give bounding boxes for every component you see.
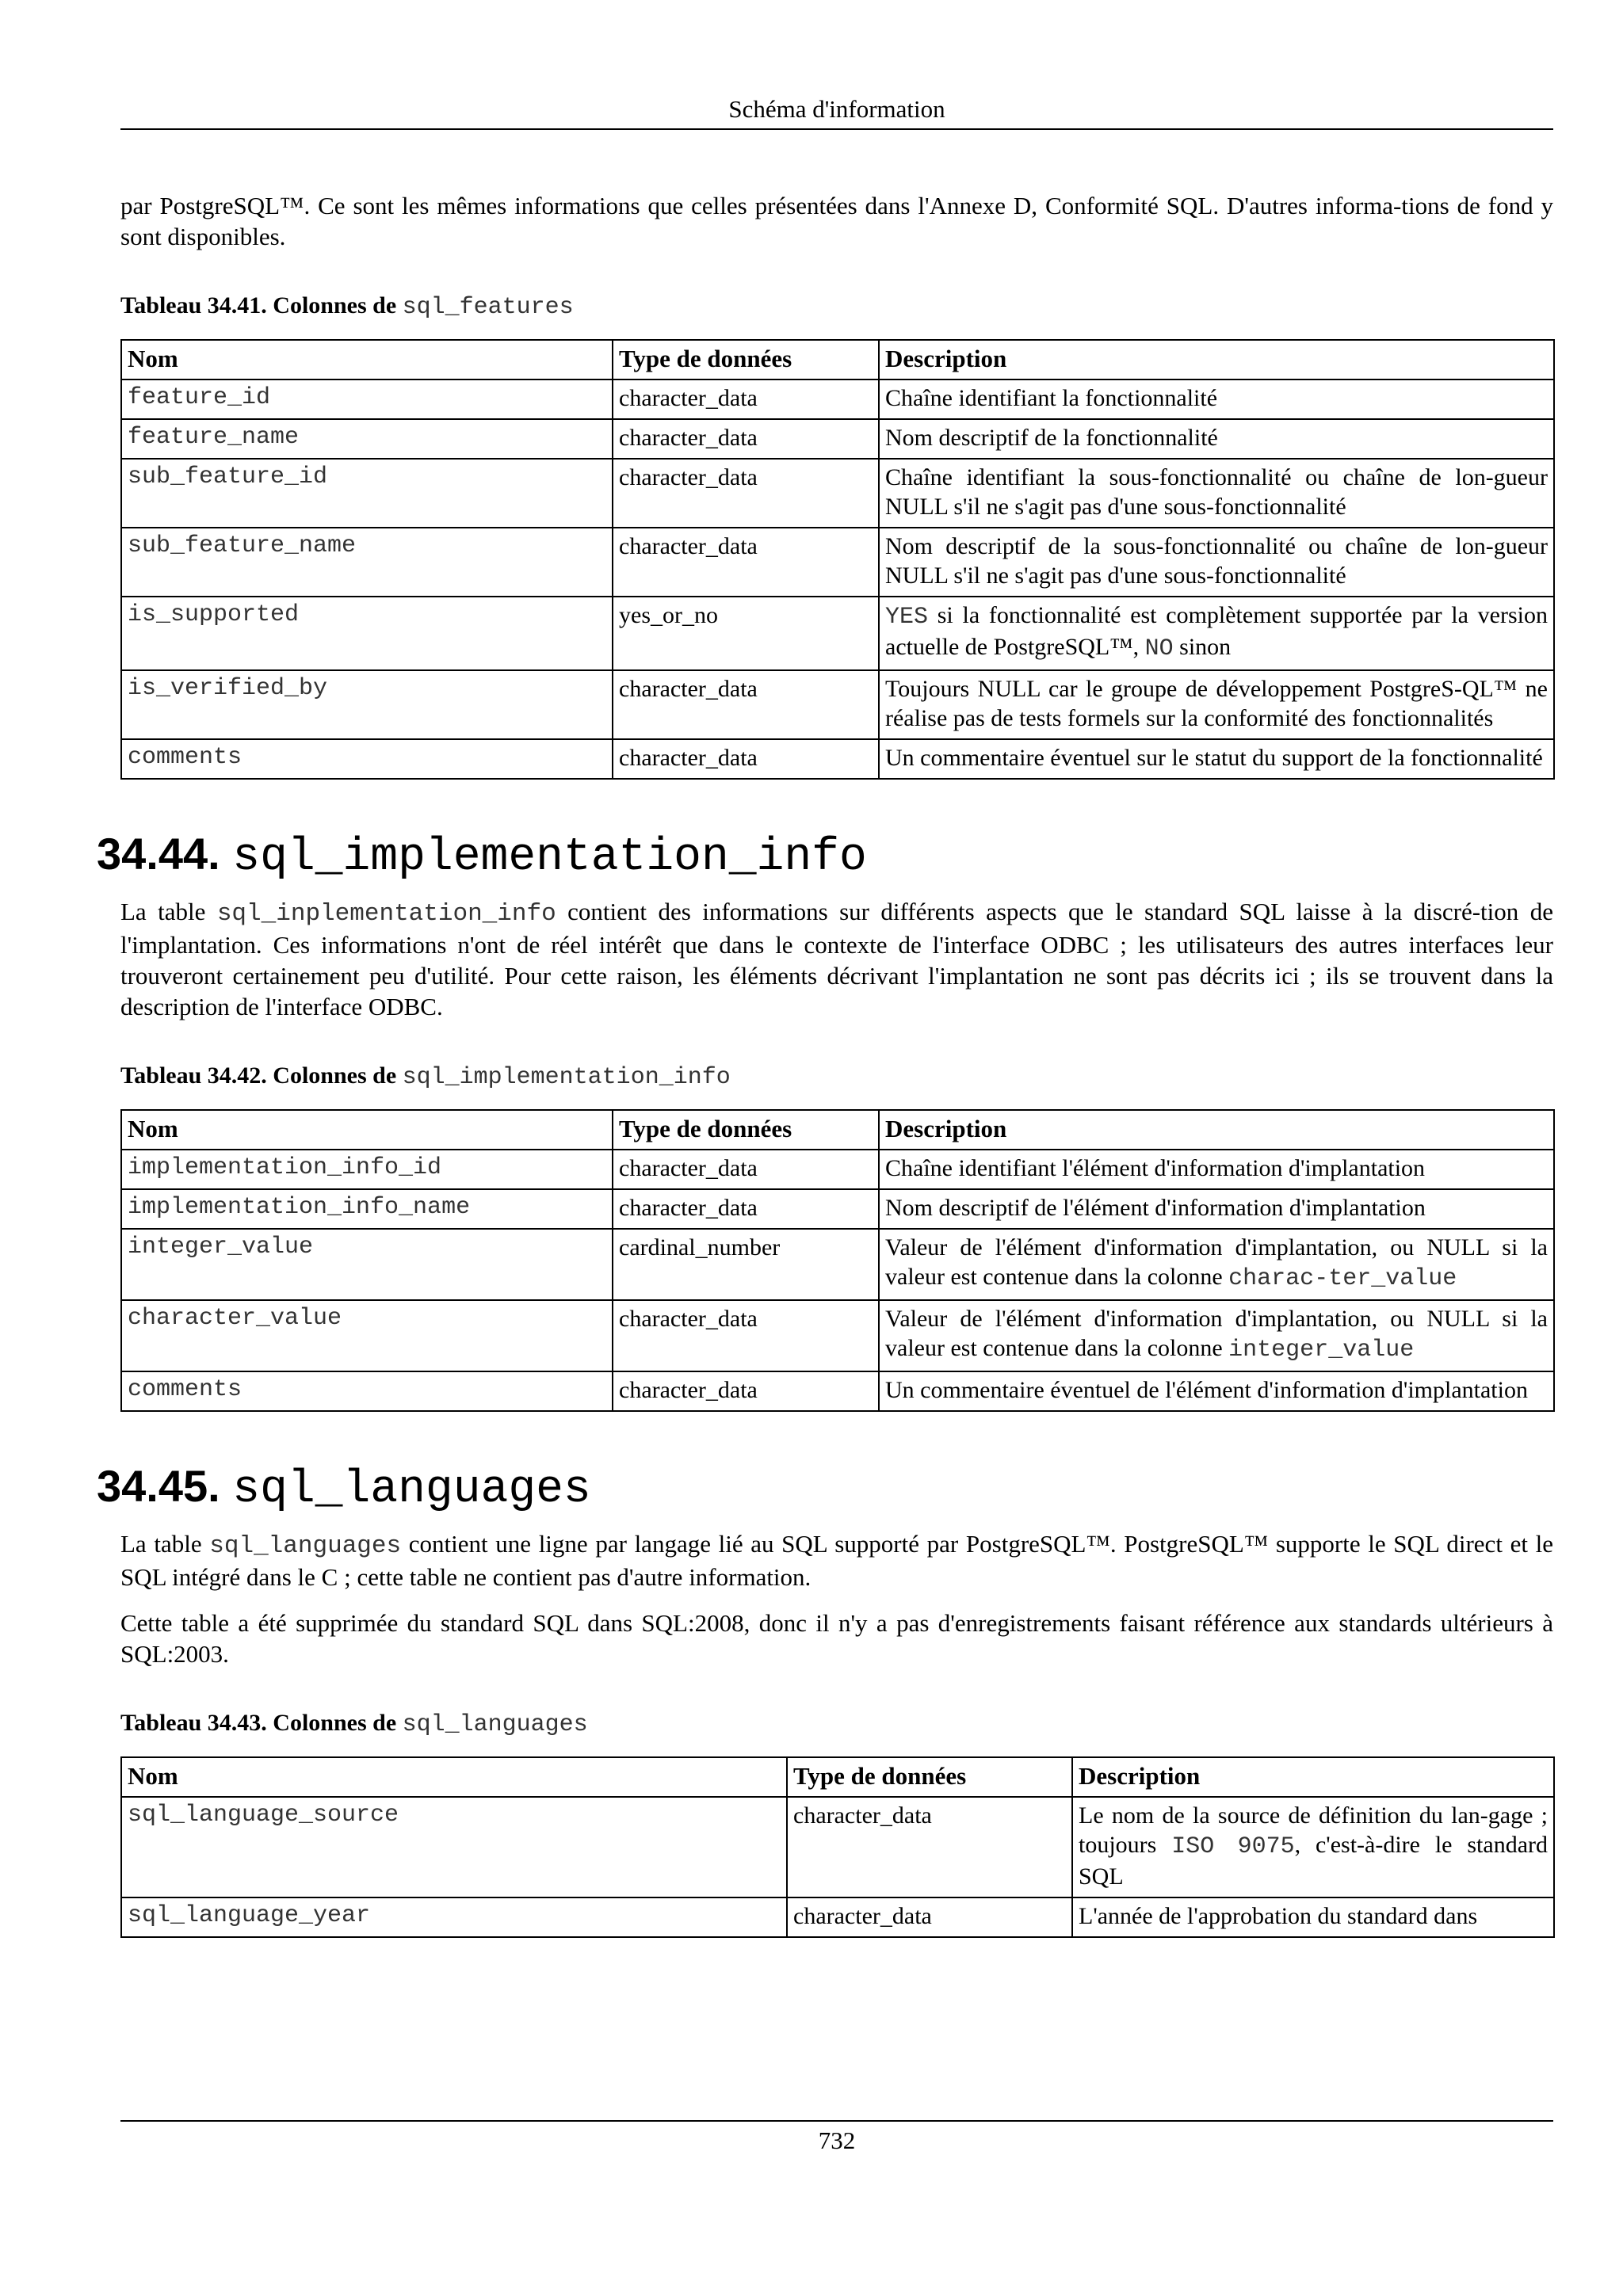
table-header-row bbox=[121, 340, 1554, 379]
header-type: Type de données bbox=[613, 340, 879, 379]
column-type: character_data bbox=[613, 739, 879, 779]
column-description bbox=[879, 1229, 1554, 1300]
table-row bbox=[121, 739, 1554, 779]
page-header bbox=[120, 93, 1553, 130]
desc-code: ISO 9075 bbox=[1171, 1833, 1295, 1860]
table-row bbox=[121, 1300, 1554, 1371]
table-header-row bbox=[121, 1110, 1554, 1150]
column-name: integer_value bbox=[121, 1229, 613, 1300]
section-name: sql_implementation_info bbox=[232, 832, 867, 883]
page-number: 732 bbox=[818, 2126, 856, 2154]
table-34-43 bbox=[120, 1756, 1555, 1938]
column-name: sql_language_source bbox=[121, 1797, 787, 1897]
column-name: feature_id bbox=[121, 379, 613, 419]
column-type: character_data bbox=[613, 459, 879, 528]
desc-text: Valeur de l'élément d'information d'implantation, ou NULL si la valeur est contenue dans la colonne bbox=[885, 1306, 1548, 1361]
para-text-end: contient des informations sur différents aspects que le standard SQL laisse à la discré-tion de l'implantation. Ces informations n'ont de réel intérêt que dans le contexte de l'interface ODBC ; les utilisateurs des autres interfaces leur trouveront certainement peu d'utilité. Pour cette raison, les éléments décrivant l'implantation ne sont pas décrits ici ; ils se trouvent dans la description de l'interface ODBC. bbox=[120, 898, 1553, 1020]
desc-code: integer_value bbox=[1228, 1337, 1415, 1363]
section-34-45-paragraph-2: Cette table a été supprimée du standard SQL dans SQL:2008, donc il n'y a pas d'enregistrements faisant référence aux standards ultérieurs à SQL:2003. bbox=[120, 1609, 1553, 1668]
caption-prefix: Tableau 34.43. Colonnes de bbox=[120, 1710, 403, 1736]
table-row bbox=[121, 1797, 1554, 1897]
column-description: Chaîne identifiant la fonctionnalité bbox=[879, 379, 1554, 419]
table-row bbox=[121, 1150, 1554, 1189]
header-nom: Nom bbox=[121, 1110, 613, 1150]
section-number: 34.44. bbox=[97, 829, 220, 879]
column-type: character_data bbox=[613, 419, 879, 459]
column-description: Toujours NULL car le groupe de développement PostgreS-QL™ ne réalise pas de tests formels sur la conformité des fonctionnalités bbox=[879, 670, 1554, 739]
column-name: is_verified_by bbox=[121, 670, 613, 739]
column-description: Nom descriptif de l'élément d'information d'implantation bbox=[879, 1189, 1554, 1229]
section-name: sql_languages bbox=[232, 1464, 591, 1516]
header-description: Description bbox=[1072, 1757, 1554, 1797]
column-description: Nom descriptif de la fonctionnalité bbox=[879, 419, 1554, 459]
column-type: character_data bbox=[613, 1371, 879, 1411]
caption-prefix: Tableau 34.42. Colonnes de bbox=[120, 1062, 403, 1089]
desc-text-end: , c'est-à-dire le standard SQL bbox=[1079, 1832, 1549, 1890]
para-text: La table bbox=[120, 1530, 210, 1558]
column-type: character_data bbox=[613, 379, 879, 419]
column-name: sub_feature_name bbox=[121, 528, 613, 597]
table-row bbox=[121, 379, 1554, 419]
column-name: sub_feature_id bbox=[121, 459, 613, 528]
column-description bbox=[879, 1300, 1554, 1371]
para-text: La table bbox=[120, 898, 217, 925]
desc-text-end: sinon bbox=[1173, 634, 1232, 660]
caption-prefix: Tableau 34.41. Colonnes de bbox=[120, 292, 403, 318]
page-content bbox=[97, 190, 1553, 1938]
desc-code: charac-ter_value bbox=[1228, 1265, 1457, 1292]
header-description: Description bbox=[879, 1110, 1554, 1150]
header-nom: Nom bbox=[121, 340, 613, 379]
desc-text: Le nom de la source de définition du lan-gage ; toujours bbox=[1079, 1802, 1548, 1858]
column-name: feature_name bbox=[121, 419, 613, 459]
section-34-44-paragraph bbox=[120, 896, 1553, 1022]
para-code: sql_inplementation_info bbox=[216, 900, 556, 928]
table-row bbox=[121, 459, 1554, 528]
caption-code: sql_languages bbox=[402, 1711, 588, 1738]
table-row bbox=[121, 528, 1554, 597]
column-type: character_data bbox=[613, 1300, 879, 1371]
section-34-45-paragraph-1 bbox=[120, 1528, 1553, 1592]
column-type: character_data bbox=[613, 670, 879, 739]
column-description bbox=[879, 597, 1554, 670]
table-34-41 bbox=[120, 339, 1555, 780]
column-name: is_supported bbox=[121, 597, 613, 670]
column-description: Chaîne identifiant l'élément d'information d'implantation bbox=[879, 1150, 1554, 1189]
caption-code: sql_implementation_info bbox=[402, 1064, 731, 1091]
table-34-42-caption bbox=[120, 1060, 1553, 1093]
table-34-43-caption bbox=[120, 1707, 1553, 1741]
column-type: character_data bbox=[613, 528, 879, 597]
table-row bbox=[121, 1897, 1554, 1937]
header-title: Schéma d'information bbox=[728, 95, 945, 123]
column-type: cardinal_number bbox=[613, 1229, 879, 1300]
column-type: character_data bbox=[613, 1189, 879, 1229]
column-type: character_data bbox=[787, 1897, 1072, 1937]
section-34-44-heading bbox=[97, 827, 1553, 885]
section-34-45-heading bbox=[97, 1459, 1553, 1517]
table-row bbox=[121, 670, 1554, 739]
table-row bbox=[121, 597, 1554, 670]
column-name: comments bbox=[121, 1371, 613, 1411]
table-row bbox=[121, 1229, 1554, 1300]
column-description bbox=[1072, 1797, 1554, 1897]
table-34-42 bbox=[120, 1109, 1555, 1412]
intro-paragraph: par PostgreSQL™. Ce sont les mêmes informations que celles présentées dans l'Annexe D, Conformité SQL. D'autres informa-tions de fond y sont disponibles. bbox=[120, 192, 1553, 250]
column-name: sql_language_year bbox=[121, 1897, 787, 1937]
para-code: sql_languages bbox=[209, 1532, 402, 1560]
column-name: character_value bbox=[121, 1300, 613, 1371]
table-row bbox=[121, 1189, 1554, 1229]
section-number: 34.45. bbox=[97, 1461, 220, 1511]
header-type: Type de données bbox=[613, 1110, 879, 1150]
column-type: character_data bbox=[613, 1150, 879, 1189]
column-description: L'année de l'approbation du standard dans bbox=[1072, 1897, 1554, 1937]
column-name: implementation_info_id bbox=[121, 1150, 613, 1189]
code-yes: YES bbox=[885, 604, 929, 631]
code-no: NO bbox=[1144, 635, 1174, 662]
column-name: implementation_info_name bbox=[121, 1189, 613, 1229]
header-nom: Nom bbox=[121, 1757, 787, 1797]
caption-code: sql_features bbox=[402, 294, 574, 321]
header-type: Type de données bbox=[787, 1757, 1072, 1797]
desc-text: Valeur de l'élément d'information d'implantation, ou NULL si la valeur est contenue dans la colonne bbox=[885, 1234, 1548, 1290]
table-header-row bbox=[121, 1757, 1554, 1797]
header-description: Description bbox=[879, 340, 1554, 379]
column-name: comments bbox=[121, 739, 613, 779]
column-description: Un commentaire éventuel sur le statut du support de la fonctionnalité bbox=[879, 739, 1554, 779]
column-description: Chaîne identifiant la sous-fonctionnalité ou chaîne de lon-gueur NULL s'il ne s'agit pas d'une sous-fonctionnalité bbox=[879, 459, 1554, 528]
column-type: yes_or_no bbox=[613, 597, 879, 670]
table-34-41-caption bbox=[120, 290, 1553, 323]
column-description: Nom descriptif de la sous-fonctionnalité ou chaîne de lon-gueur NULL s'il ne s'agit pas d'une sous-fonctionnalité bbox=[879, 528, 1554, 597]
desc-text: si la fonctionnalité est complètement supportée par la version actuelle de PostgreSQL™, bbox=[885, 602, 1548, 660]
column-description: Un commentaire éventuel de l'élément d'information d'implantation bbox=[879, 1371, 1554, 1411]
page-footer bbox=[120, 2120, 1553, 2157]
para-text-end: contient une ligne par langage lié au SQL supporté par PostgreSQL™. PostgreSQL™ supporte le SQL direct et le SQL intégré dans le C ; cette table ne contient pas d'autre information. bbox=[120, 1530, 1553, 1591]
table-row bbox=[121, 1371, 1554, 1411]
column-type: character_data bbox=[787, 1797, 1072, 1897]
table-row bbox=[121, 419, 1554, 459]
